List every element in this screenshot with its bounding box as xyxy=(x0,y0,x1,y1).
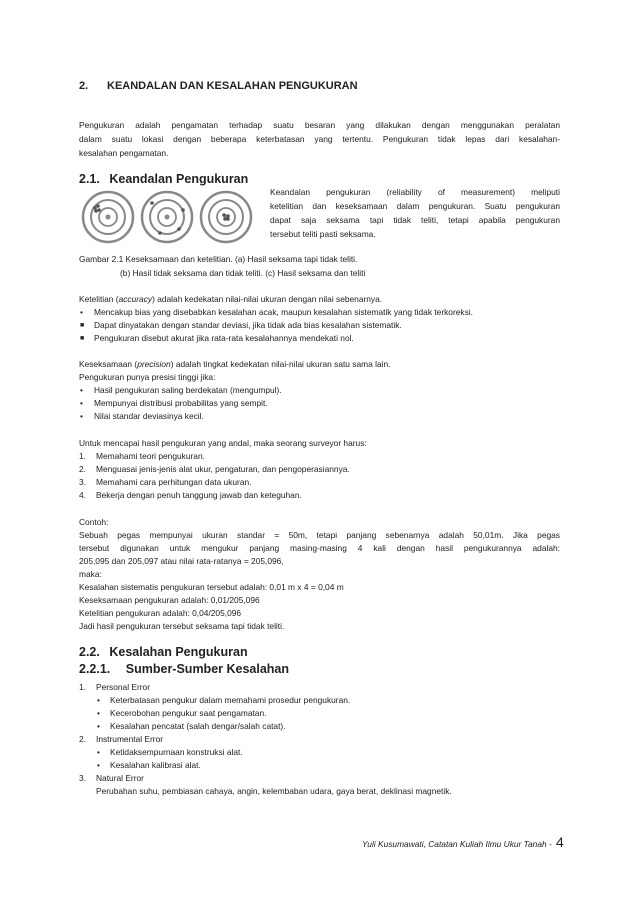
source-text: Perubahan suhu, pembiasan cahaya, angin, kelembaban udara, gaya berat, deklinasi magnetik. xyxy=(96,786,452,796)
example-line: Kesalahan sistematis pengukuran tersebut adalah: 0,01 m x 4 = 0,04 m xyxy=(79,582,344,592)
example-line: Jadi hasil pengukuran tersebut seksama tapi tidak teliti. xyxy=(79,621,285,631)
source-title: Personal Error xyxy=(96,682,150,692)
bullet-icon: • xyxy=(80,398,83,408)
target-a xyxy=(83,192,133,242)
accuracy-item: Mencakup bias yang disebabkan kesalahan acak, maupun kesalahan sistematik yang tidak terkoreksi. xyxy=(94,307,473,317)
example-line: tersebut digunakan untuk mengukur panjang masing-masing 4 kali dengan hasil pengukurannya adalah: xyxy=(79,543,560,553)
accuracy-definition: Ketelitian (accuracy) adalah kedekatan nilai-nilai ukuran dengan nilai sebenarnya. xyxy=(79,294,383,304)
section-2-2-1-heading xyxy=(79,662,289,676)
reliability-line: dapat saja seksama tapi tidak teliti, tetapi apabila pengukuran xyxy=(270,215,560,225)
accuracy-term: accuracy xyxy=(118,294,153,304)
source-item: Kecerobohan pengukur saat pengamatan. xyxy=(110,708,267,718)
target-figure xyxy=(80,188,255,246)
precision-definition: Keseksamaan (precision) adalah tingkat kedekatan nilai-nilai ukuran satu sama lain. xyxy=(79,359,391,369)
section-title: Sumber-Sumber Kesalahan xyxy=(125,662,290,676)
intro-line: kesalahan pengamatan. xyxy=(79,148,169,158)
bullet-icon: • xyxy=(80,385,83,395)
example-line: 205,095 dan 205,097 atau nilai rata-ratanya = 205,096, xyxy=(79,556,284,566)
reliability-line: tersebut teliti pasti seksama. xyxy=(270,229,376,239)
example-line: Sebuah pegas mempunyai ukuran standar = 50m, tetapi panjang sebenarnya adalah 50,01m. Jika pegas xyxy=(79,530,560,540)
source-title: Instrumental Error xyxy=(96,734,164,744)
source-num: 2. xyxy=(79,734,86,744)
example-line: Keseksamaan pengukuran adalah: 0,01/205,096 xyxy=(79,595,260,605)
bullet-icon: • xyxy=(97,747,100,757)
surveyor-item: Memahami cara perhitungan data ukuran. xyxy=(96,477,252,487)
footer-text: Yuli Kusumawati, Catatan Kuliah Ilmu Ukur Tanah - xyxy=(362,839,552,849)
section-number: 2.1. xyxy=(79,172,100,186)
square-bullet-icon: ■ xyxy=(80,322,85,329)
accuracy-item: Dapat dinyatakan dengan standar deviasi, jika tidak ada bias kesalahan sistematik. xyxy=(94,320,402,330)
source-item: Ketidaksempurnaan konstruksi alat. xyxy=(110,747,243,757)
source-num: 3. xyxy=(79,773,86,783)
square-bullet-icon: ■ xyxy=(80,335,85,342)
section-number: 2. xyxy=(79,80,89,92)
section-number: 2.2. xyxy=(79,645,100,659)
bullet-icon: • xyxy=(97,760,100,770)
page-footer xyxy=(362,839,552,849)
precision-item: Hasil pengukuran saling berdekatan (mengumpul). xyxy=(94,385,282,395)
precision-term: precision xyxy=(137,359,171,369)
section-title: Kesalahan Pengukuran xyxy=(109,645,248,659)
target-b xyxy=(142,192,192,242)
intro-line: dalam suatu lokasi dengan beberapa keterbatasan yang tertentu. Pengukuran tidak lepas dari kesalahan- xyxy=(79,134,560,144)
source-title: Natural Error xyxy=(96,773,144,783)
source-item: Keterbatasan pengukur dalam memahami prosedur pengukuran. xyxy=(110,695,351,705)
surveyor-item: Menguasai jenis-jenis alat ukur, pengaturan, dan pengoperasiannya. xyxy=(96,464,350,474)
surveyor-lead: Untuk mencapai hasil pengukuran yang andal, maka seorang surveyor harus: xyxy=(79,438,367,448)
bullet-icon: • xyxy=(80,307,83,317)
target-c xyxy=(201,192,251,242)
section-2-1-heading xyxy=(79,172,248,186)
surveyor-item: Bekerja dengan penuh tanggung jawab dan keteguhan. xyxy=(96,490,302,500)
surveyor-item-num: 2. xyxy=(79,464,86,474)
surveyor-item: Memahami teori pengukuran. xyxy=(96,451,205,461)
precision-item: Mempunyai distribusi probabilitas yang sempit. xyxy=(94,398,268,408)
figure-caption-line1: Gambar 2.1 Keseksamaan dan ketelitian. (a) Hasil seksama tapi tidak teliti. xyxy=(79,254,358,264)
bullet-icon: • xyxy=(80,411,83,421)
source-item: Kesalahan kalibrasi alat. xyxy=(110,760,201,770)
bullet-icon: • xyxy=(97,695,100,705)
figure-caption-line2: (b) Hasil tidak seksama dan tidak teliti. (c) Hasil seksama dan teliti xyxy=(120,268,366,278)
surveyor-item-num: 1. xyxy=(79,451,86,461)
bullet-icon: • xyxy=(97,721,100,731)
bullet-icon: • xyxy=(97,708,100,718)
section-number: 2.2.1. xyxy=(79,662,111,676)
page-number: 4 xyxy=(556,834,564,850)
section-2-heading xyxy=(79,80,358,92)
example-label: Contoh: xyxy=(79,517,109,527)
surveyor-item-num: 3. xyxy=(79,477,86,487)
reliability-line: ketelitian dan keseksamaan dalam pengukuran. Suatu pengukuran xyxy=(270,201,560,211)
reliability-line: Keandalan pengukuran (reliability of measurement) meliputi xyxy=(270,187,560,197)
section-title: KEANDALAN DAN KESALAHAN PENGUKURAN xyxy=(107,80,358,92)
surveyor-item-num: 4. xyxy=(79,490,86,500)
example-line: maka: xyxy=(79,569,102,579)
accuracy-item: Pengukuran disebut akurat jika rata-rata kesalahannya mendekati nol. xyxy=(94,333,354,343)
source-num: 1. xyxy=(79,682,86,692)
precision-item: Nilai standar deviasinya kecil. xyxy=(94,411,204,421)
example-line: Ketelitian pengukuran adalah: 0,04/205,096 xyxy=(79,608,242,618)
precision-line2: Pengukuran punya presisi tinggi jika: xyxy=(79,372,216,382)
intro-line: Pengukuran adalah pengamatan terhadap suatu besaran yang dilakukan dengan menggunakan peralatan xyxy=(79,120,560,130)
section-title: Keandalan Pengukuran xyxy=(109,172,249,186)
source-item: Kesalahan pencatat (salah dengar/salah catat). xyxy=(110,721,286,731)
section-2-2-heading xyxy=(79,645,248,659)
